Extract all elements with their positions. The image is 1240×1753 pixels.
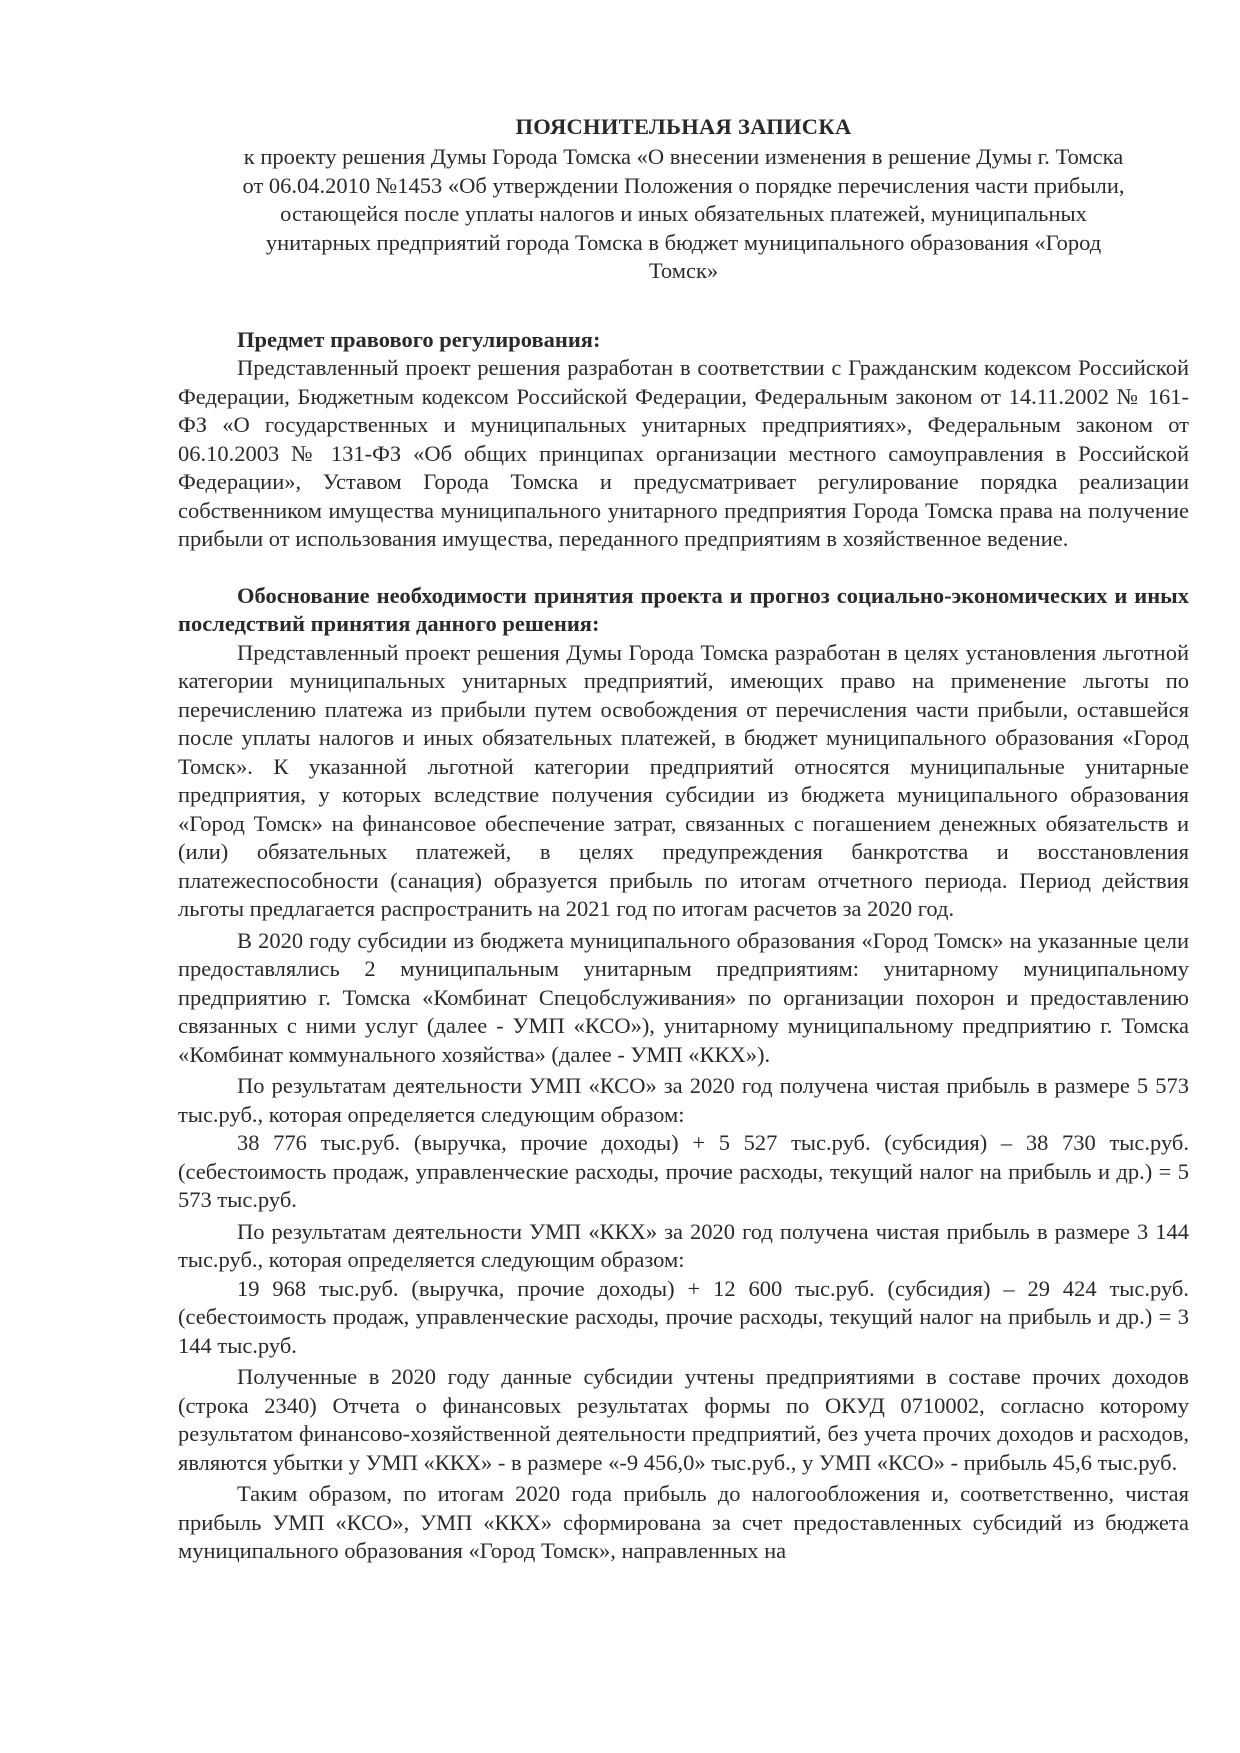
subtitle-line: от 06.04.2010 №1453 «Об утверждении Положения о порядке перечисления части прибыли, <box>242 172 1125 198</box>
document-title: ПОЯСНИТЕЛЬНАЯ ЗАПИСКА <box>515 114 852 139</box>
paragraph: Представленный проект решения разработан в соответствии с Гражданским кодексом Российской Федерации, Бюджетным кодексом Российской Федерации, Федеральным законом от 14.11.2002 № 161-ФЗ «О государственных и муниципальных унитарных предприятиях», Федеральным законом от 06.10.2003 № 131-ФЗ «Об общих принципах организации местного самоуправления в Российской Федерации», Уставом Города Томска и предусматривает регулирование порядка реализации собственником имущества муниципального унитарного предприятия Города Томска права на получение прибыли от использования имущества, переданного предприятиям в хозяйственное ведение. <box>178 355 1189 551</box>
subtitle-line: остающейся после уплаты налогов и иных обязательных платежей, муниципальных <box>280 201 1087 226</box>
paragraph: Таким образом, по итогам 2020 года прибыль до налогообложения и, соответственно, чистая прибыль УМП «КСО», УМП «ККХ» сформирована за счет предоставленных субсидий из бюджета муниципального образования «Город Томск», направленных на <box>178 1481 1189 1563</box>
paragraph: В 2020 году субсидии из бюджета муниципального образования «Город Томск» на указанные цели предоставлялись 2 муниципальным унитарным предприятиям: унитарному муниципальному предприятию г. Томска «Комбинат Спецобслуживания» по организации похорон и предоставлению связанных с ними услуг (далее - УМП «КСО»), унитарному муниципальному предприятию г. Томска «Комбинат коммунального хозяйства» (далее - УМП «ККХ»). <box>178 927 1189 1067</box>
document-page <box>178 112 1189 1566</box>
subtitle-line: унитарных предприятий города Томска в бюджет муниципального образования «Город <box>265 229 1102 255</box>
subtitle-line: Томск» <box>648 258 719 283</box>
paragraph: 19 968 тыс.руб. (выручка, прочие доходы) + 12 600 тыс.руб. (субсидия) – 29 424 тыс.руб. (себестоимость продаж, управленческие расходы, прочие расходы, текущий налог на прибыль и др.) = 3 144 тыс.руб. <box>178 1275 1189 1358</box>
paragraph: По результатам деятельности УМП «ККХ» за 2020 год получена чистая прибыль в размере 3 144 тыс.руб., которая определяется следующим образом: <box>178 1218 1189 1272</box>
section-heading-rationale: Обоснование необходимости принятия проекта и прогноз социально-экономических и иных последствий принятия данного решения: <box>178 582 1189 636</box>
paragraph: Полученные в 2020 году данные субсидии учтены предприятиями в составе прочих доходов (строка 2340) Отчета о финансовых результатах формы по ОКУД 0710002, согласно которому результатом финансово-хозяйственной деятельности предприятий, без учета прочих доходов и расходов, являются убытки у УМП «ККХ» - в размере «-9 456,0» тыс.руб., у УМП «КСО» - прибыль 45,6 тыс.руб. <box>178 1364 1189 1475</box>
document-subtitle <box>178 143 1189 286</box>
subtitle-line: к проекту решения Думы Города Томска «О внесении изменения в решение Думы г. Томска <box>243 144 1124 169</box>
section-heading-subject: Предмет правового регулирования: <box>237 326 601 352</box>
paragraph: 38 776 тыс.руб. (выручка, прочие доходы) + 5 527 тыс.руб. (субсидия) – 38 730 тыс.руб. (себестоимость продаж, управленческие расходы, прочие расходы, текущий налог на прибыль и др.) = 5 573 тыс.руб. <box>178 1130 1189 1212</box>
paragraph: По результатам деятельности УМП «КСО» за 2020 год получена чистая прибыль в размере 5 573 тыс.руб., которая определяется следующим образом: <box>178 1073 1189 1127</box>
paragraph: Представленный проект решения Думы Города Томска разработан в целях установления льготной категории муниципальных унитарных предприятий, имеющих право на применение льготы по перечислению платежа из прибыли путем освобождения от перечисления части прибыли, оставшейся после уплаты налогов и иных обязательных платежей, в бюджет муниципального образования «Город Томск». К указанной льготной категории предприятий относятся муниципальные унитарные предприятия, у которых вследствие получения субсидии из бюджета муниципального образования «Город Томск» на финансовое обеспечение затрат, связанных с погашением денежных обязательств и (или) обязательных платежей, в целях предупреждения банкротства и восстановления платежеспособности (санация) образуется прибыль по итогам отчетного периода. Период действия льготы предлагается распространить на 2021 год по итогам расчетов за 2020 год. <box>178 639 1189 921</box>
